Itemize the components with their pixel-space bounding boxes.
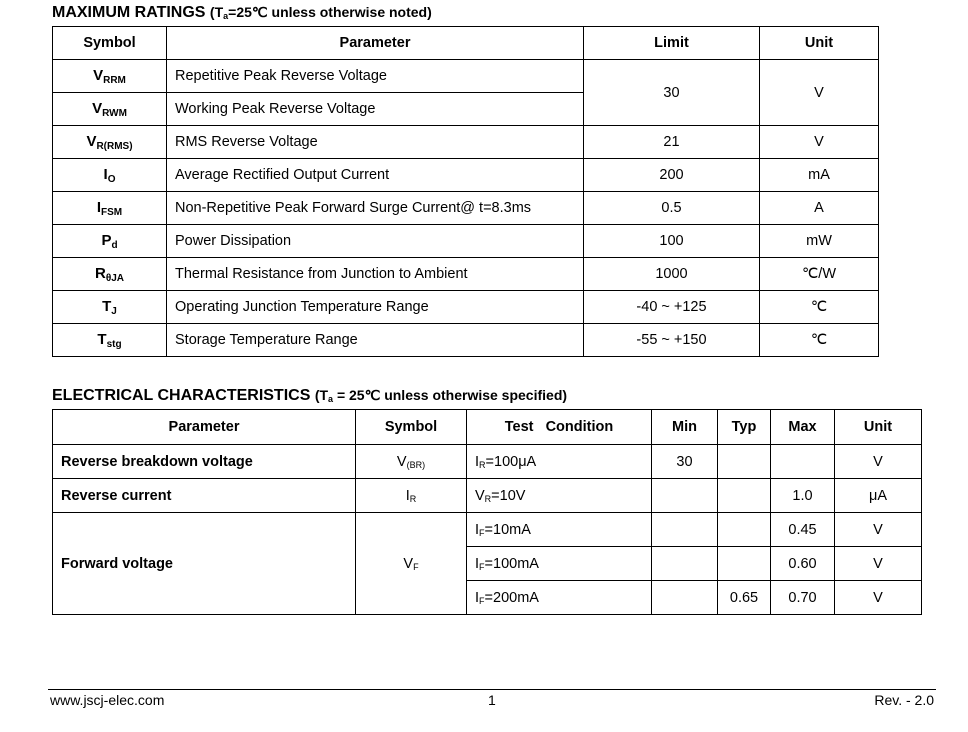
condition-cell: IF=200mA bbox=[467, 581, 652, 615]
unit-cell: mA bbox=[760, 159, 879, 192]
typ-cell bbox=[718, 479, 771, 513]
table-row bbox=[53, 324, 879, 357]
header-unit: Unit bbox=[760, 27, 879, 60]
parameter-cell: Power Dissipation bbox=[167, 225, 584, 258]
unit-cell: ℃/W bbox=[760, 258, 879, 291]
electrical-characteristics-table bbox=[52, 409, 922, 615]
condition-cell: IF=100mA bbox=[467, 547, 652, 581]
header-parameter: Parameter bbox=[167, 27, 584, 60]
section-heading: ELECTRICAL CHARACTERISTICS bbox=[52, 387, 311, 404]
maximum-ratings-title bbox=[52, 4, 432, 22]
typ-cell bbox=[718, 445, 771, 479]
table-header-row bbox=[53, 410, 922, 445]
table-row bbox=[53, 513, 922, 547]
table-header-row bbox=[53, 27, 879, 60]
footer-divider bbox=[48, 689, 936, 690]
unit-cell: ℃ bbox=[760, 324, 879, 357]
min-cell bbox=[652, 479, 718, 513]
parameter-cell: Non-Repetitive Peak Forward Surge Current@ t=8.3ms bbox=[167, 192, 584, 225]
parameter-cell: Forward voltage bbox=[53, 513, 356, 615]
parameter-cell: Reverse breakdown voltage bbox=[53, 445, 356, 479]
unit-cell: V bbox=[835, 547, 922, 581]
maximum-ratings-table bbox=[52, 26, 879, 357]
parameter-cell: Storage Temperature Range bbox=[167, 324, 584, 357]
table-row bbox=[53, 192, 879, 225]
parameter-cell: Thermal Resistance from Junction to Ambient bbox=[167, 258, 584, 291]
footer-page-number: 1 bbox=[488, 692, 496, 708]
header-typ: Typ bbox=[718, 410, 771, 445]
unit-cell: V bbox=[760, 60, 879, 126]
limit-cell: -40 ~ +125 bbox=[584, 291, 760, 324]
unit-cell: V bbox=[835, 513, 922, 547]
limit-cell: 200 bbox=[584, 159, 760, 192]
limit-cell: -55 ~ +150 bbox=[584, 324, 760, 357]
header-limit: Limit bbox=[584, 27, 760, 60]
unit-cell: ℃ bbox=[760, 291, 879, 324]
parameter-cell: RMS Reverse Voltage bbox=[167, 126, 584, 159]
header-max: Max bbox=[771, 410, 835, 445]
symbol-cell: $V_{RRM}$ bbox=[53, 60, 167, 93]
typ-cell bbox=[718, 547, 771, 581]
typ-cell bbox=[718, 513, 771, 547]
table-row bbox=[53, 445, 922, 479]
section-condition: ($T_a=25℃$ unless otherwise noted) bbox=[209, 4, 432, 21]
limit-cell: 30 bbox=[584, 60, 760, 126]
unit-cell: μA bbox=[835, 479, 922, 513]
header-unit: Unit bbox=[835, 410, 922, 445]
unit-cell: V bbox=[835, 581, 922, 615]
max-cell: 0.60 bbox=[771, 547, 835, 581]
unit-cell: V bbox=[760, 126, 879, 159]
min-cell bbox=[652, 513, 718, 547]
table-row bbox=[53, 479, 922, 513]
condition-cell: VR=10V bbox=[467, 479, 652, 513]
symbol-cell: $V_{R(RMS)}$ bbox=[53, 126, 167, 159]
limit-cell: 21 bbox=[584, 126, 760, 159]
section-condition: ($T_a$ = 25℃ unless otherwise specified) bbox=[314, 387, 568, 404]
condition-cell: IF=10mA bbox=[467, 513, 652, 547]
min-cell: 30 bbox=[652, 445, 718, 479]
symbol-cell: $T_{stg}$ bbox=[53, 324, 167, 357]
max-cell bbox=[771, 445, 835, 479]
symbol-cell: $T_J$ bbox=[53, 291, 167, 324]
electrical-characteristics-title bbox=[52, 387, 567, 405]
table-row bbox=[53, 258, 879, 291]
min-cell bbox=[652, 581, 718, 615]
unit-cell: A bbox=[760, 192, 879, 225]
min-cell bbox=[652, 547, 718, 581]
symbol-cell: $R_{\theta JA}$ bbox=[53, 258, 167, 291]
typ-cell: 0.65 bbox=[718, 581, 771, 615]
parameter-cell: Repetitive Peak Reverse Voltage bbox=[167, 60, 584, 93]
header-symbol: Symbol bbox=[356, 410, 467, 445]
symbol-cell: IR bbox=[356, 479, 467, 513]
header-parameter: Parameter bbox=[53, 410, 356, 445]
header-test-condition: Test Condition bbox=[467, 410, 652, 445]
max-cell: 0.45 bbox=[771, 513, 835, 547]
limit-cell: 0.5 bbox=[584, 192, 760, 225]
max-cell: 1.0 bbox=[771, 479, 835, 513]
table-row bbox=[53, 291, 879, 324]
symbol-cell: $I_O$ bbox=[53, 159, 167, 192]
parameter-cell: Operating Junction Temperature Range bbox=[167, 291, 584, 324]
parameter-cell: Average Rectified Output Current bbox=[167, 159, 584, 192]
symbol-cell: V(BR) bbox=[356, 445, 467, 479]
symbol-cell: $P_d$ bbox=[53, 225, 167, 258]
parameter-cell: Reverse current bbox=[53, 479, 356, 513]
symbol-cell: $I_{FSM}$ bbox=[53, 192, 167, 225]
section-heading: MAXIMUM RATINGS bbox=[52, 4, 206, 21]
max-cell: 0.70 bbox=[771, 581, 835, 615]
header-min: Min bbox=[652, 410, 718, 445]
limit-cell: 1000 bbox=[584, 258, 760, 291]
parameter-cell: Working Peak Reverse Voltage bbox=[167, 93, 584, 126]
footer-website: www.jscj-elec.com bbox=[50, 692, 165, 708]
limit-cell: 100 bbox=[584, 225, 760, 258]
unit-cell: mW bbox=[760, 225, 879, 258]
table-row bbox=[53, 60, 879, 93]
table-row bbox=[53, 126, 879, 159]
symbol-cell: VF bbox=[356, 513, 467, 615]
footer-revision: Rev. - 2.0 bbox=[874, 692, 934, 708]
unit-cell: V bbox=[835, 445, 922, 479]
header-symbol: Symbol bbox=[53, 27, 167, 60]
table-row bbox=[53, 225, 879, 258]
symbol-cell: $V_{RWM}$ bbox=[53, 93, 167, 126]
table-row bbox=[53, 159, 879, 192]
condition-cell: IR=100μA bbox=[467, 445, 652, 479]
